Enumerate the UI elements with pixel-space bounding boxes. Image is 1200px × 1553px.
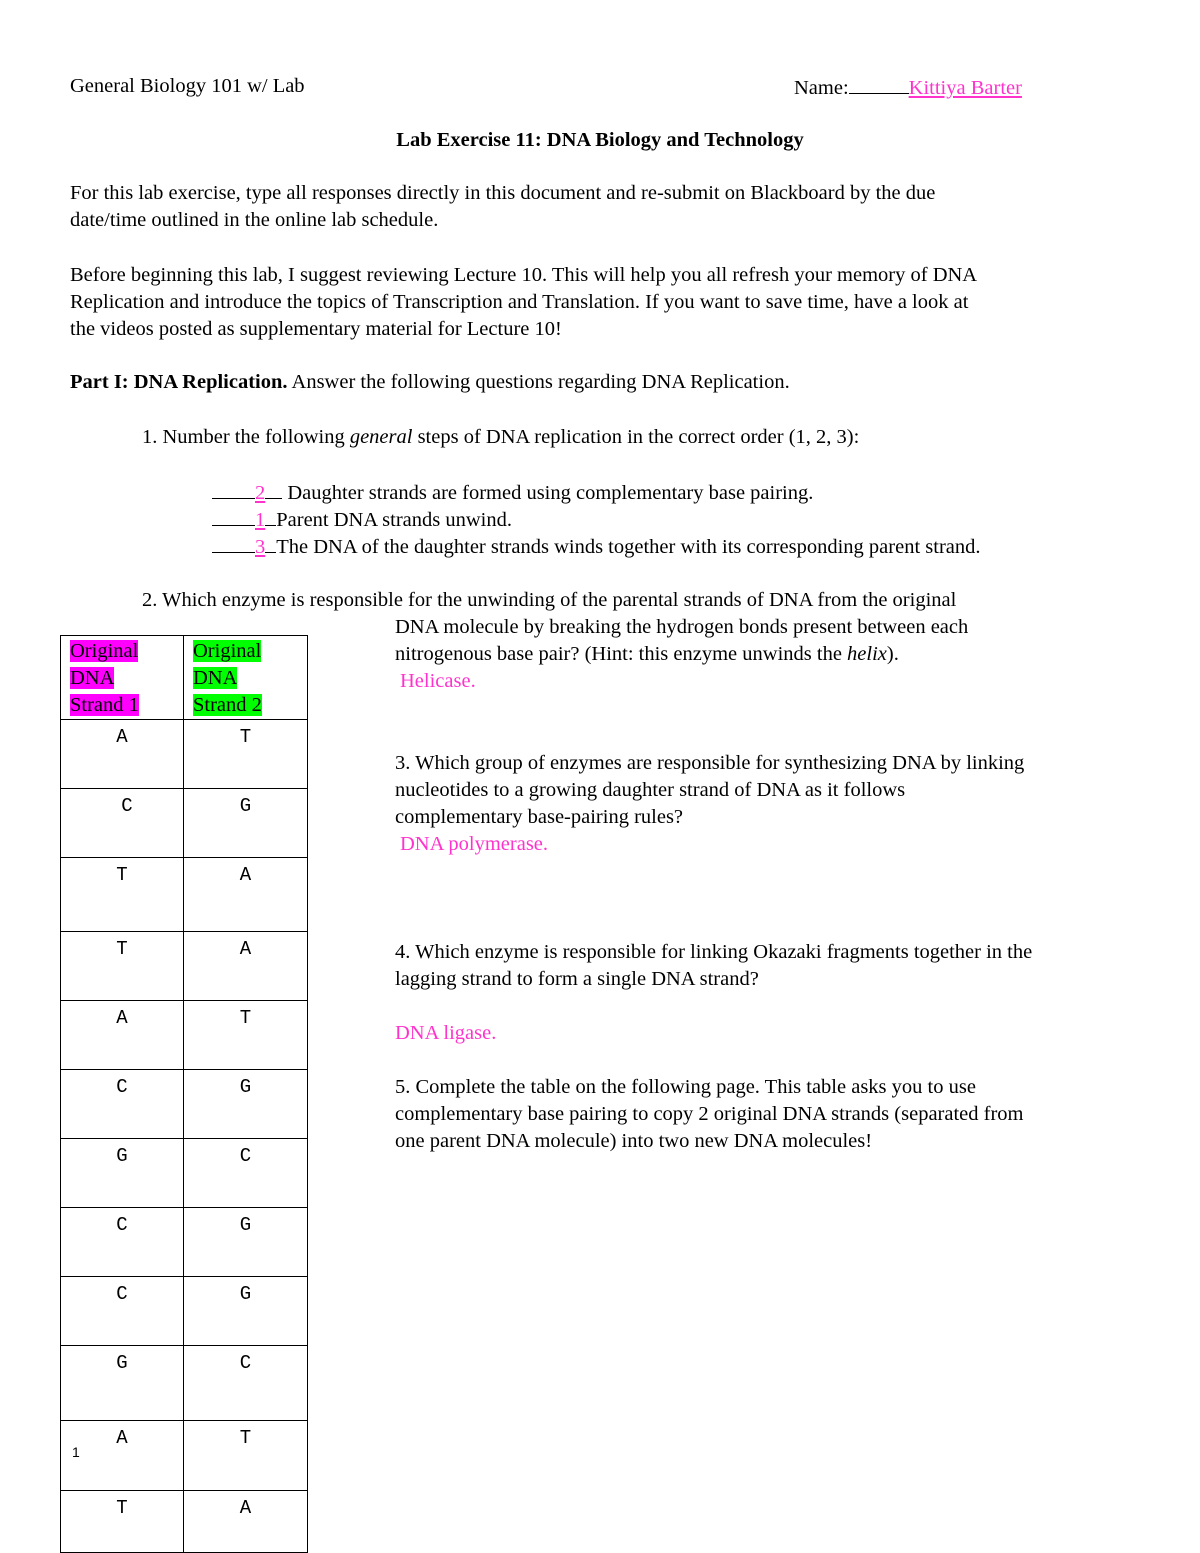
strand-1-base bbox=[61, 789, 184, 858]
base-letter: C bbox=[121, 795, 133, 817]
q1-step-3 bbox=[212, 532, 981, 561]
base-letter: T bbox=[116, 938, 128, 960]
base-letter: C bbox=[116, 1076, 128, 1098]
q4-line-2: lagging strand to form a single DNA strand? bbox=[395, 968, 759, 990]
q2-line-3-italic: helix bbox=[847, 643, 887, 665]
strand-2-base bbox=[184, 1277, 308, 1346]
strand-2-base bbox=[184, 932, 308, 1001]
table-row bbox=[61, 1491, 308, 1553]
intro-line-5: the videos posted as supplementary material for Lecture 10! bbox=[70, 318, 562, 340]
table-row bbox=[61, 1277, 308, 1346]
strand-1-base bbox=[61, 858, 184, 932]
answer-blank bbox=[265, 532, 276, 553]
q1-prefix: 1. Number the following bbox=[142, 426, 350, 448]
name-line bbox=[794, 73, 1022, 102]
q1-step-2-answer: 1 bbox=[255, 509, 266, 531]
name-blank bbox=[849, 73, 909, 94]
q4-answer: DNA ligase. bbox=[395, 1022, 497, 1044]
base-letter: A bbox=[239, 864, 252, 886]
strand-1-base bbox=[61, 1346, 184, 1421]
q1-step-1-answer: 2 bbox=[255, 482, 266, 504]
intro-line-4: Replication and introduce the topics of Transcription and Translation. If you want to save time, have a look at bbox=[70, 291, 969, 313]
strand-1-base bbox=[61, 1070, 184, 1139]
q1-step-1-text: Daughter strands are formed using complementary base pairing. bbox=[287, 482, 814, 504]
base-letter: G bbox=[239, 1214, 252, 1236]
q5-line-1: 5. Complete the table on the following page. This table asks you to use bbox=[395, 1076, 976, 1098]
table-row bbox=[61, 1421, 308, 1491]
q1-step-2 bbox=[212, 505, 512, 534]
q5-line-2: complementary base pairing to copy 2 original DNA strands (separated from bbox=[395, 1103, 1024, 1125]
base-letter: C bbox=[239, 1145, 252, 1167]
intro-line-1: For this lab exercise, type all responses directly in this document and re-submit on Blackboard by the due bbox=[70, 182, 936, 204]
part1-heading: Part I: DNA Replication. bbox=[70, 371, 288, 393]
dna-strand-table bbox=[60, 635, 308, 1553]
strand-1-base bbox=[61, 720, 184, 789]
table-row bbox=[61, 789, 308, 858]
question-1 bbox=[142, 424, 859, 451]
q2-line-2: DNA molecule by breaking the hydrogen bonds present between each bbox=[395, 616, 969, 638]
base-letter: G bbox=[239, 1076, 252, 1098]
course-title: General Biology 101 w/ Lab bbox=[70, 75, 305, 97]
q4-line-1: 4. Which enzyme is responsible for linking Okazaki fragments together in the bbox=[395, 941, 1033, 963]
answer-blank bbox=[265, 505, 276, 526]
table-row bbox=[61, 858, 308, 932]
base-letter: C bbox=[239, 1352, 252, 1374]
base-letter: T bbox=[239, 1427, 252, 1449]
table-row bbox=[61, 1208, 308, 1277]
base-letter: G bbox=[239, 795, 252, 817]
strand-1-base bbox=[61, 1277, 184, 1346]
q3-line-3: complementary base-pairing rules? bbox=[395, 806, 684, 828]
q1-suffix: steps of DNA replication in the correct order (1, 2, 3): bbox=[412, 426, 860, 448]
strand-2-base bbox=[184, 720, 308, 789]
q3-line-2: nucleotides to a growing daughter strand of DNA as it follows bbox=[395, 779, 906, 801]
answer-blank bbox=[212, 532, 255, 553]
q1-step-3-answer: 3 bbox=[255, 536, 266, 558]
base-letter: T bbox=[116, 1497, 128, 1519]
q3-line-1: 3. Which group of enzymes are responsible for synthesizing DNA by linking bbox=[395, 752, 1025, 774]
answer-blank bbox=[212, 478, 255, 499]
base-letter: T bbox=[239, 726, 252, 748]
document-title: Lab Exercise 11: DNA Biology and Technology bbox=[396, 129, 804, 151]
strand-2-base bbox=[184, 1491, 308, 1553]
base-letter: G bbox=[239, 1283, 252, 1305]
strand-2-base bbox=[184, 1421, 308, 1491]
answer-blank bbox=[212, 505, 255, 526]
base-letter: T bbox=[116, 864, 128, 886]
student-name: Kittiya Barter bbox=[908, 77, 1022, 99]
q2-line-3 bbox=[395, 641, 899, 668]
header-strand-1 bbox=[61, 636, 184, 720]
q5-line-3: one parent DNA molecule) into two new DNA molecules! bbox=[395, 1130, 873, 1152]
table-row bbox=[61, 1001, 308, 1070]
q2-line-1: 2. Which enzyme is responsible for the unwinding of the parental strands of DNA from the original bbox=[142, 589, 957, 611]
part1-line bbox=[70, 369, 790, 396]
table-row bbox=[61, 1070, 308, 1139]
strand-2-base bbox=[184, 1070, 308, 1139]
strand-1-base bbox=[61, 1001, 184, 1070]
header-1-word-1: Original bbox=[70, 640, 139, 662]
strand-2-base bbox=[184, 1139, 308, 1208]
base-letter: A bbox=[116, 1007, 128, 1029]
q2-line-3-prefix: nitrogenous base pair? (Hint: this enzyme unwinds the bbox=[395, 643, 848, 665]
footnote-marker: 1 bbox=[72, 1444, 80, 1460]
strand-1-base bbox=[61, 932, 184, 1001]
strand-1-base bbox=[61, 1421, 184, 1491]
q1-step-1 bbox=[212, 478, 813, 507]
table-row bbox=[61, 720, 308, 789]
header-strand-2 bbox=[184, 636, 308, 720]
header-1-word-3: Strand 1 bbox=[70, 694, 139, 716]
strand-2-base bbox=[184, 1208, 308, 1277]
q1-step-2-text: Parent DNA strands unwind. bbox=[276, 509, 512, 531]
strand-1-base bbox=[61, 1208, 184, 1277]
base-letter: C bbox=[116, 1283, 128, 1305]
table-row bbox=[61, 1346, 308, 1421]
strand-1-base bbox=[61, 1491, 184, 1553]
base-letter: T bbox=[239, 1007, 252, 1029]
base-letter: G bbox=[116, 1145, 128, 1167]
q1-italic: general bbox=[349, 426, 413, 448]
base-letter: C bbox=[116, 1214, 128, 1236]
intro-line-2: date/time outlined in the online lab schedule. bbox=[70, 209, 439, 231]
header-2-word-1: Original bbox=[193, 640, 262, 662]
strand-2-base bbox=[184, 1001, 308, 1070]
base-letter: G bbox=[116, 1352, 128, 1374]
table-row bbox=[61, 1139, 308, 1208]
answer-blank bbox=[265, 478, 282, 499]
name-label: Name: bbox=[794, 77, 849, 99]
base-letter: A bbox=[239, 1497, 252, 1519]
header-2-word-2: DNA bbox=[193, 667, 238, 689]
part1-instruction: Answer the following questions regarding DNA Replication. bbox=[291, 371, 790, 393]
q3-answer: DNA polymerase. bbox=[400, 833, 549, 855]
strand-2-base bbox=[184, 858, 308, 932]
q2-line-3-suffix: ). bbox=[886, 643, 899, 665]
base-letter: A bbox=[116, 1427, 128, 1449]
base-letter: A bbox=[116, 726, 128, 748]
q1-step-3-text: The DNA of the daughter strands winds together with its corresponding parent strand. bbox=[276, 536, 981, 558]
strand-2-base bbox=[184, 789, 308, 858]
header-2-word-3: Strand 2 bbox=[193, 694, 262, 716]
base-letter: A bbox=[239, 938, 252, 960]
table-row bbox=[61, 932, 308, 1001]
strand-1-base bbox=[61, 1139, 184, 1208]
q2-answer: Helicase. bbox=[400, 670, 476, 692]
strand-2-base bbox=[184, 1346, 308, 1421]
intro-line-3: Before beginning this lab, I suggest reviewing Lecture 10. This will help you all refresh your memory of DNA bbox=[70, 264, 978, 286]
header-1-word-2: DNA bbox=[70, 667, 115, 689]
table-header-row bbox=[61, 636, 308, 720]
